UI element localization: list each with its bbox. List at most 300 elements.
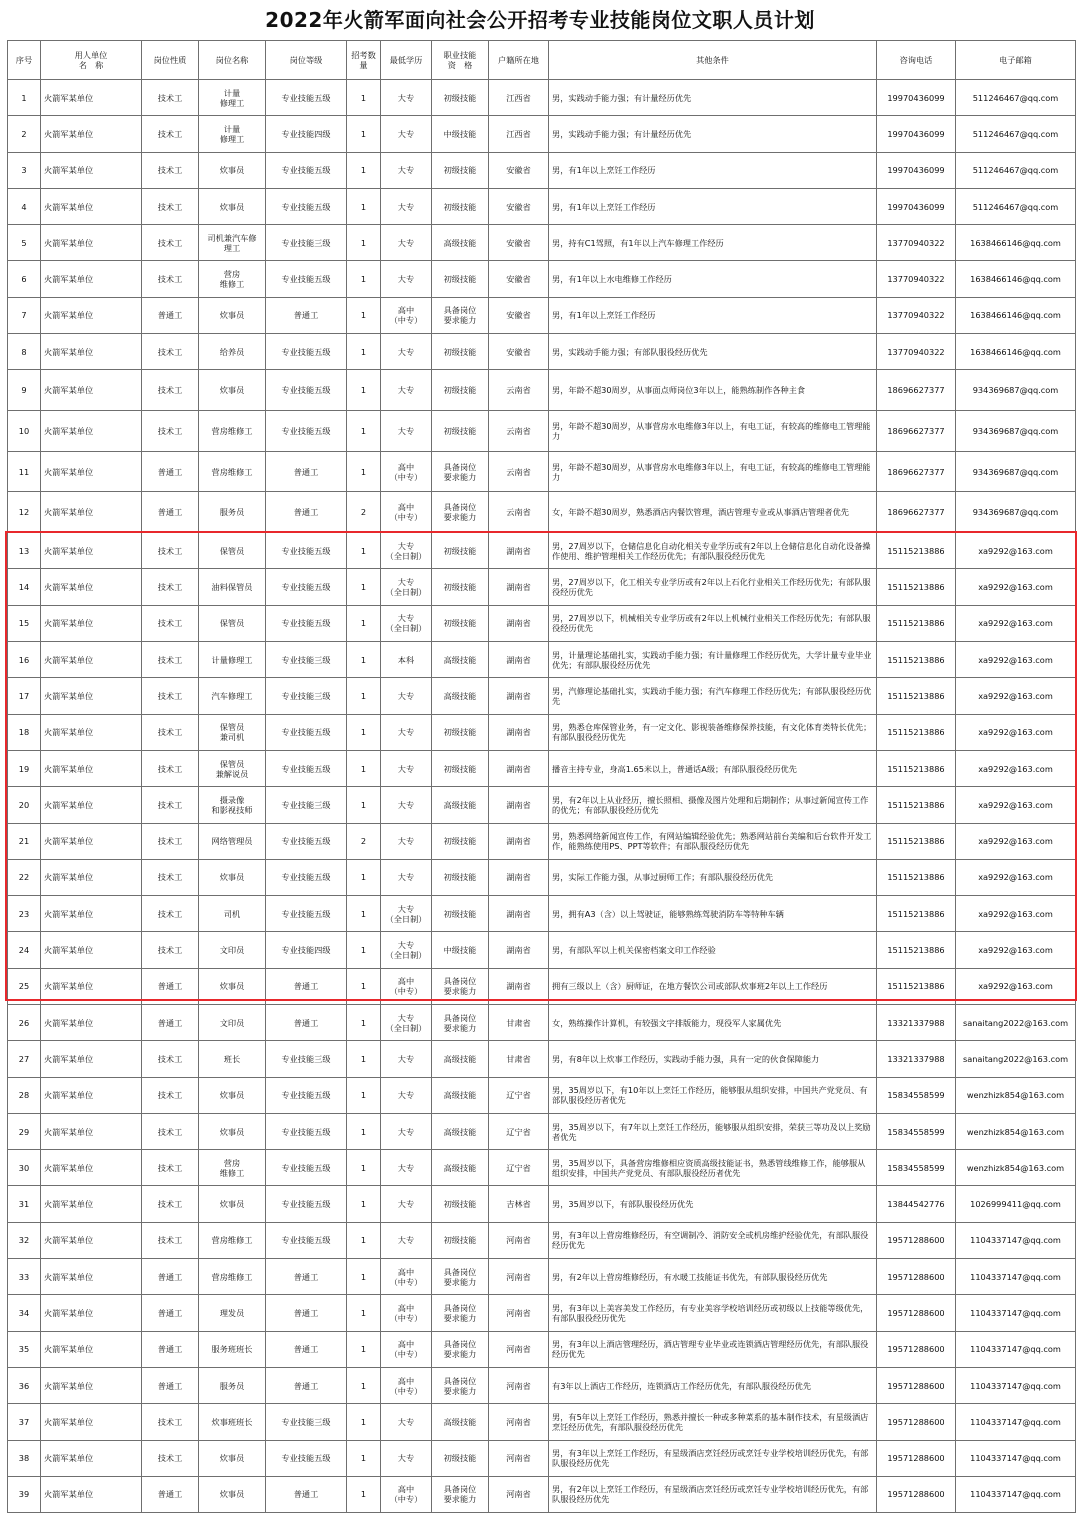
- table-row: [8, 261, 1076, 297]
- cell-phone: 13770940322: [877, 334, 956, 370]
- cell-phone: 15115213886: [877, 678, 956, 714]
- table-row: [8, 1259, 1076, 1295]
- cell-skill-qualification: 高级技能: [432, 1077, 489, 1113]
- cell-education: 大专 （全日制）: [381, 1004, 432, 1040]
- cell-phone: 13770940322: [877, 297, 956, 333]
- cell-position-type: 普通工: [142, 1331, 199, 1367]
- page-title: 2022年火箭军面向社会公开招考专业技能岗位文职人员计划: [265, 8, 815, 32]
- cell-household-registration: 湖南省: [489, 569, 549, 605]
- table-row: [8, 1041, 1076, 1077]
- cell-phone: 15115213886: [877, 569, 956, 605]
- cell-email: xa9292@163.com: [956, 859, 1076, 895]
- cell-employer: 火箭军某单位: [41, 492, 142, 533]
- cell-other-conditions: 男，有5年以上烹饪工作经历，熟悉并擅长一种或多种菜系的基本制作技术，有星级酒店烹饪经历优先，有部队服役经历优先: [549, 1404, 877, 1440]
- cell-skill-qualification: 初级技能: [432, 896, 489, 932]
- table-row: [8, 188, 1076, 224]
- cell-seq: 16: [8, 642, 41, 678]
- cell-education: 高中 （中专）: [381, 1259, 432, 1295]
- cell-seq: 2: [8, 116, 41, 152]
- cell-quota: 1: [347, 1186, 381, 1222]
- cell-seq: 3: [8, 152, 41, 188]
- cell-phone: 13844542776: [877, 1186, 956, 1222]
- cell-phone: 15115213886: [877, 968, 956, 1004]
- cell-employer: 火箭军某单位: [41, 1476, 142, 1512]
- cell-quota: 1: [347, 297, 381, 333]
- cell-email: 1104337147@qq.com: [956, 1476, 1076, 1512]
- table-row: [8, 896, 1076, 932]
- cell-employer: 火箭军某单位: [41, 225, 142, 261]
- cell-position-level: 普通工: [266, 1295, 347, 1331]
- cell-education: 大专: [381, 261, 432, 297]
- cell-phone: 19571288600: [877, 1367, 956, 1403]
- cell-email: 1638466146@qq.com: [956, 334, 1076, 370]
- cell-phone: 18696627377: [877, 411, 956, 452]
- cell-education: 高中 （中专）: [381, 297, 432, 333]
- cell-education: 大专: [381, 188, 432, 224]
- cell-education: 大专: [381, 370, 432, 411]
- cell-quota: 1: [347, 1295, 381, 1331]
- cell-other-conditions: 男，熟悉仓库保管业务，有一定文化、影视装备维修保养技能，有文化体育类特长优先；有部队服役经历优先: [549, 714, 877, 750]
- cell-household-registration: 甘肃省: [489, 1041, 549, 1077]
- cell-position-name: 保管员: [199, 533, 266, 569]
- cell-household-registration: 湖南省: [489, 896, 549, 932]
- cell-quota: 1: [347, 370, 381, 411]
- cell-position-level: 普通工: [266, 492, 347, 533]
- cell-employer: 火箭军某单位: [41, 80, 142, 116]
- cell-education: 大专 （全日制）: [381, 533, 432, 569]
- cell-education: 大专: [381, 823, 432, 859]
- cell-phone: 13770940322: [877, 261, 956, 297]
- cell-email: 1638466146@qq.com: [956, 225, 1076, 261]
- cell-household-registration: 安徽省: [489, 334, 549, 370]
- table-row: [8, 152, 1076, 188]
- cell-other-conditions: 男，有3年以上酒店管理经历，酒店管理专业毕业或连锁酒店管理经历优先，有部队服役经历优先: [549, 1331, 877, 1367]
- cell-phone: 13321337988: [877, 1004, 956, 1040]
- cell-quota: 1: [347, 1476, 381, 1512]
- cell-other-conditions: 男，年龄不超30周岁，从事营房水电维修3年以上，有电工证，有较高的维修电工管理能力: [549, 411, 877, 452]
- cell-skill-qualification: 初级技能: [432, 533, 489, 569]
- cell-seq: 18: [8, 714, 41, 750]
- cell-employer: 火箭军某单位: [41, 1004, 142, 1040]
- cell-quota: 1: [347, 261, 381, 297]
- cell-email: 1104337147@qq.com: [956, 1331, 1076, 1367]
- cell-position-level: 专业技能五级: [266, 1113, 347, 1149]
- cell-employer: 火箭军某单位: [41, 787, 142, 823]
- table-row: [8, 80, 1076, 116]
- cell-seq: 30: [8, 1150, 41, 1186]
- cell-phone: 15115213886: [877, 823, 956, 859]
- cell-position-level: 普通工: [266, 1367, 347, 1403]
- cell-household-registration: 河南省: [489, 1440, 549, 1476]
- table-row: [8, 714, 1076, 750]
- cell-household-registration: 辽宁省: [489, 1150, 549, 1186]
- cell-education: 高中 （中专）: [381, 968, 432, 1004]
- cell-quota: 1: [347, 1004, 381, 1040]
- cell-position-name: 油料保管员: [199, 569, 266, 605]
- table-row: [8, 1004, 1076, 1040]
- cell-household-registration: 安徽省: [489, 188, 549, 224]
- cell-seq: 5: [8, 225, 41, 261]
- cell-employer: 火箭军某单位: [41, 968, 142, 1004]
- cell-skill-qualification: 初级技能: [432, 152, 489, 188]
- cell-email: xa9292@163.com: [956, 714, 1076, 750]
- cell-phone: 15115213886: [877, 787, 956, 823]
- cell-employer: 火箭军某单位: [41, 1150, 142, 1186]
- table-row: [8, 1404, 1076, 1440]
- cell-skill-qualification: 初级技能: [432, 411, 489, 452]
- table-row: [8, 116, 1076, 152]
- table-row: [8, 297, 1076, 333]
- cell-household-registration: 云南省: [489, 451, 549, 492]
- cell-employer: 火箭军某单位: [41, 370, 142, 411]
- cell-position-type: 技术工: [142, 370, 199, 411]
- cell-skill-qualification: 初级技能: [432, 1222, 489, 1258]
- cell-position-type: 普通工: [142, 1295, 199, 1331]
- cell-position-level: 专业技能五级: [266, 411, 347, 452]
- cell-phone: 13770940322: [877, 225, 956, 261]
- cell-phone: 19571288600: [877, 1259, 956, 1295]
- cell-email: 934369687@qq.com: [956, 370, 1076, 411]
- cell-quota: 2: [347, 823, 381, 859]
- cell-quota: 1: [347, 1113, 381, 1149]
- cell-seq: 37: [8, 1404, 41, 1440]
- cell-other-conditions: 男，实践动手能力强；有计量经历优先: [549, 80, 877, 116]
- cell-employer: 火箭军某单位: [41, 334, 142, 370]
- cell-household-registration: 湖南省: [489, 750, 549, 786]
- cell-email: 1638466146@qq.com: [956, 261, 1076, 297]
- cell-other-conditions: 男，年龄不超30周岁，从事面点师岗位3年以上，能熟练制作各种主食: [549, 370, 877, 411]
- cell-position-name: 保管员 兼司机: [199, 714, 266, 750]
- cell-household-registration: 吉林省: [489, 1186, 549, 1222]
- cell-quota: 1: [347, 968, 381, 1004]
- cell-phone: 15115213886: [877, 896, 956, 932]
- cell-employer: 火箭军某单位: [41, 297, 142, 333]
- cell-other-conditions: 男，计量理论基础扎实，实践动手能力强；有计量修理工作经历优先，大学计量专业毕业优先；有部队服役经历优先: [549, 642, 877, 678]
- header-skill-qualification: 职业技能 资 格: [432, 41, 489, 80]
- cell-quota: 1: [347, 642, 381, 678]
- cell-email: 511246467@qq.com: [956, 80, 1076, 116]
- cell-skill-qualification: 初级技能: [432, 80, 489, 116]
- cell-position-level: 普通工: [266, 1331, 347, 1367]
- table-row: [8, 823, 1076, 859]
- header-other-conditions: 其他条件: [549, 41, 877, 80]
- header-phone: 咨询电话: [877, 41, 956, 80]
- cell-phone: 15115213886: [877, 932, 956, 968]
- cell-household-registration: 河南省: [489, 1331, 549, 1367]
- cell-position-name: 营房 维修工: [199, 1150, 266, 1186]
- table-row: [8, 334, 1076, 370]
- cell-education: 高中 （中专）: [381, 451, 432, 492]
- cell-position-level: 专业技能五级: [266, 569, 347, 605]
- cell-position-name: 炊事员: [199, 297, 266, 333]
- cell-seq: 20: [8, 787, 41, 823]
- table-row: [8, 370, 1076, 411]
- table-row: [8, 1367, 1076, 1403]
- cell-education: 本科: [381, 642, 432, 678]
- cell-quota: 1: [347, 80, 381, 116]
- cell-education: 高中 （中专）: [381, 1476, 432, 1512]
- cell-position-level: 普通工: [266, 1004, 347, 1040]
- cell-education: 大专: [381, 1404, 432, 1440]
- cell-seq: 32: [8, 1222, 41, 1258]
- cell-employer: 火箭军某单位: [41, 569, 142, 605]
- cell-household-registration: 河南省: [489, 1295, 549, 1331]
- cell-position-name: 炊事班班长: [199, 1404, 266, 1440]
- cell-education: 大专 （全日制）: [381, 605, 432, 641]
- cell-seq: 19: [8, 750, 41, 786]
- cell-email: 1104337147@qq.com: [956, 1440, 1076, 1476]
- cell-seq: 9: [8, 370, 41, 411]
- cell-other-conditions: 男，持有C1驾照，有1年以上汽车修理工作经历: [549, 225, 877, 261]
- cell-education: 大专 （全日制）: [381, 896, 432, 932]
- table-row: [8, 411, 1076, 452]
- cell-other-conditions: 男，27周岁以下，化工相关专业学历或有2年以上石化行业相关工作经历优先；有部队服役经历优先: [549, 569, 877, 605]
- cell-quota: 1: [347, 334, 381, 370]
- cell-other-conditions: 男，拥有A3（含）以上驾驶证，能够熟练驾驶消防车等特种车辆: [549, 896, 877, 932]
- cell-position-type: 技术工: [142, 80, 199, 116]
- cell-position-level: 专业技能五级: [266, 750, 347, 786]
- cell-other-conditions: 男，有1年以上烹饪工作经历: [549, 297, 877, 333]
- cell-other-conditions: 男，有部队军以上机关保密档案文印工作经验: [549, 932, 877, 968]
- cell-email: 1104337147@qq.com: [956, 1404, 1076, 1440]
- table-body: [8, 80, 1076, 1513]
- cell-seq: 22: [8, 859, 41, 895]
- cell-quota: 1: [347, 932, 381, 968]
- cell-phone: 19571288600: [877, 1404, 956, 1440]
- cell-skill-qualification: 初级技能: [432, 569, 489, 605]
- cell-employer: 火箭军某单位: [41, 678, 142, 714]
- cell-email: 1104337147@qq.com: [956, 1295, 1076, 1331]
- cell-seq: 13: [8, 533, 41, 569]
- cell-phone: 18696627377: [877, 370, 956, 411]
- header-seq: 序号: [8, 41, 41, 80]
- cell-phone: 18696627377: [877, 492, 956, 533]
- cell-position-level: 专业技能三级: [266, 1404, 347, 1440]
- cell-employer: 火箭军某单位: [41, 261, 142, 297]
- cell-employer: 火箭军某单位: [41, 896, 142, 932]
- cell-position-name: 炊事员: [199, 188, 266, 224]
- cell-position-name: 计量 修理工: [199, 116, 266, 152]
- cell-education: 大专: [381, 678, 432, 714]
- cell-skill-qualification: 高级技能: [432, 1041, 489, 1077]
- cell-position-type: 技术工: [142, 678, 199, 714]
- cell-household-registration: 云南省: [489, 492, 549, 533]
- header-education: 最低学历: [381, 41, 432, 80]
- cell-education: 高中 （中专）: [381, 1331, 432, 1367]
- cell-other-conditions: 男，有2年以上营房维修经历，有水暖工技能证书优先，有部队服役经历优先: [549, 1259, 877, 1295]
- cell-position-type: 普通工: [142, 451, 199, 492]
- cell-position-type: 技术工: [142, 533, 199, 569]
- cell-phone: 15115213886: [877, 642, 956, 678]
- cell-seq: 21: [8, 823, 41, 859]
- cell-quota: 1: [347, 1331, 381, 1367]
- cell-seq: 28: [8, 1077, 41, 1113]
- cell-employer: 火箭军某单位: [41, 1041, 142, 1077]
- cell-quota: 1: [347, 1222, 381, 1258]
- cell-position-name: 保管员 兼解说员: [199, 750, 266, 786]
- cell-skill-qualification: 高级技能: [432, 1404, 489, 1440]
- cell-position-level: 专业技能五级: [266, 188, 347, 224]
- cell-household-registration: 河南省: [489, 1476, 549, 1512]
- cell-seq: 6: [8, 261, 41, 297]
- cell-position-type: 技术工: [142, 225, 199, 261]
- cell-phone: 15834558599: [877, 1113, 956, 1149]
- cell-position-type: 普通工: [142, 968, 199, 1004]
- cell-email: wenzhizk854@163.com: [956, 1077, 1076, 1113]
- cell-phone: 15115213886: [877, 714, 956, 750]
- cell-quota: 1: [347, 152, 381, 188]
- cell-household-registration: 湖南省: [489, 787, 549, 823]
- table-header-row: [8, 41, 1076, 80]
- cell-position-level: 专业技能五级: [266, 370, 347, 411]
- cell-seq: 31: [8, 1186, 41, 1222]
- cell-position-name: 炊事员: [199, 1476, 266, 1512]
- cell-other-conditions: 男，有3年以上营房维修经历，有空调制冷、消防安全或机房维护经验优先，有部队服役经历优先: [549, 1222, 877, 1258]
- cell-position-type: 技术工: [142, 896, 199, 932]
- cell-education: 大专: [381, 859, 432, 895]
- cell-skill-qualification: 高级技能: [432, 678, 489, 714]
- cell-position-level: 专业技能三级: [266, 678, 347, 714]
- cell-employer: 火箭军某单位: [41, 1440, 142, 1476]
- cell-phone: 19571288600: [877, 1331, 956, 1367]
- table-row: [8, 1331, 1076, 1367]
- cell-other-conditions: 男，35周岁以下，有10年以上烹饪工作经历，能够服从组织安排，中国共产党党员、有部队服役经历者优先: [549, 1077, 877, 1113]
- cell-quota: 1: [347, 1404, 381, 1440]
- cell-quota: 1: [347, 1041, 381, 1077]
- cell-quota: 1: [347, 116, 381, 152]
- cell-employer: 火箭军某单位: [41, 1077, 142, 1113]
- cell-household-registration: 湖南省: [489, 642, 549, 678]
- cell-employer: 火箭军某单位: [41, 1331, 142, 1367]
- cell-household-registration: 安徽省: [489, 225, 549, 261]
- cell-household-registration: 湖南省: [489, 714, 549, 750]
- cell-household-registration: 辽宁省: [489, 1077, 549, 1113]
- cell-other-conditions: 男，实践动手能力强；有计量经历优先: [549, 116, 877, 152]
- table-row: [8, 1222, 1076, 1258]
- cell-email: sanaitang2022@163.com: [956, 1004, 1076, 1040]
- cell-position-type: 技术工: [142, 859, 199, 895]
- cell-household-registration: 湖南省: [489, 823, 549, 859]
- table-row: [8, 451, 1076, 492]
- cell-household-registration: 安徽省: [489, 152, 549, 188]
- cell-position-type: 技术工: [142, 823, 199, 859]
- cell-skill-qualification: 具备岗位 要求能力: [432, 451, 489, 492]
- cell-quota: 1: [347, 225, 381, 261]
- cell-seq: 27: [8, 1041, 41, 1077]
- cell-position-level: 专业技能五级: [266, 1150, 347, 1186]
- cell-position-name: 网络管理员: [199, 823, 266, 859]
- cell-email: xa9292@163.com: [956, 642, 1076, 678]
- cell-household-registration: 安徽省: [489, 261, 549, 297]
- cell-position-level: 专业技能五级: [266, 605, 347, 641]
- cell-education: 高中 （中专）: [381, 1295, 432, 1331]
- cell-position-name: 服务员: [199, 492, 266, 533]
- cell-household-registration: 河南省: [489, 1222, 549, 1258]
- cell-other-conditions: 男，有8年以上炊事工作经历，实践动手能力强，具有一定的伙食保障能力: [549, 1041, 877, 1077]
- cell-email: xa9292@163.com: [956, 968, 1076, 1004]
- cell-position-name: 服务班班长: [199, 1331, 266, 1367]
- cell-position-type: 技术工: [142, 714, 199, 750]
- cell-position-name: 炊事员: [199, 1113, 266, 1149]
- cell-seq: 23: [8, 896, 41, 932]
- cell-seq: 14: [8, 569, 41, 605]
- cell-position-level: 专业技能五级: [266, 152, 347, 188]
- header-position-name: 岗位名称: [199, 41, 266, 80]
- cell-education: 大专: [381, 1222, 432, 1258]
- cell-education: 大专 （全日制）: [381, 569, 432, 605]
- cell-position-type: 技术工: [142, 1113, 199, 1149]
- cell-position-name: 营房维修工: [199, 1222, 266, 1258]
- table-row: [8, 1113, 1076, 1149]
- cell-seq: 35: [8, 1331, 41, 1367]
- cell-other-conditions: 男，熟悉网络新闻宣传工作，有网站编辑经验优先；熟悉网站前台美编和后台软件开发工作，能熟练使用PS、PPT等软件；有部队服役经历优先: [549, 823, 877, 859]
- cell-other-conditions: 男，有1年以上烹饪工作经历: [549, 152, 877, 188]
- cell-phone: 15115213886: [877, 750, 956, 786]
- cell-skill-qualification: 高级技能: [432, 1113, 489, 1149]
- cell-quota: 1: [347, 188, 381, 224]
- cell-phone: 19571288600: [877, 1222, 956, 1258]
- table-row: [8, 678, 1076, 714]
- cell-education: 大专: [381, 1150, 432, 1186]
- cell-skill-qualification: 高级技能: [432, 642, 489, 678]
- cell-position-name: 文印员: [199, 932, 266, 968]
- cell-position-level: 专业技能三级: [266, 787, 347, 823]
- cell-position-level: 专业技能五级: [266, 80, 347, 116]
- cell-employer: 火箭军某单位: [41, 605, 142, 641]
- cell-skill-qualification: 高级技能: [432, 225, 489, 261]
- cell-other-conditions: 男，汽修理论基础扎实，实践动手能力强；有汽车修理工作经历优先；有部队服役经历优先: [549, 678, 877, 714]
- cell-position-level: 专业技能五级: [266, 859, 347, 895]
- cell-quota: 1: [347, 859, 381, 895]
- cell-education: 大专: [381, 334, 432, 370]
- cell-other-conditions: 男，35周岁以下，有部队服役经历优先: [549, 1186, 877, 1222]
- cell-skill-qualification: 初级技能: [432, 261, 489, 297]
- cell-household-registration: 江西省: [489, 80, 549, 116]
- cell-household-registration: 云南省: [489, 370, 549, 411]
- cell-seq: 15: [8, 605, 41, 641]
- cell-phone: 19970436099: [877, 152, 956, 188]
- cell-employer: 火箭军某单位: [41, 932, 142, 968]
- cell-employer: 火箭军某单位: [41, 411, 142, 452]
- cell-household-registration: 辽宁省: [489, 1113, 549, 1149]
- cell-employer: 火箭军某单位: [41, 188, 142, 224]
- cell-education: 高中 （中专）: [381, 1367, 432, 1403]
- cell-position-level: 专业技能四级: [266, 932, 347, 968]
- cell-education: 大专: [381, 116, 432, 152]
- cell-seq: 12: [8, 492, 41, 533]
- cell-position-type: 普通工: [142, 492, 199, 533]
- cell-position-name: 炊事员: [199, 1077, 266, 1113]
- cell-position-name: 计量 修理工: [199, 80, 266, 116]
- cell-email: 1026999411@qq.com: [956, 1186, 1076, 1222]
- cell-household-registration: 甘肃省: [489, 1004, 549, 1040]
- header-position-type: 岗位性质: [142, 41, 199, 80]
- cell-employer: 火箭军某单位: [41, 1295, 142, 1331]
- cell-education: 大专: [381, 750, 432, 786]
- cell-position-level: 专业技能三级: [266, 1041, 347, 1077]
- cell-seq: 8: [8, 334, 41, 370]
- cell-email: xa9292@163.com: [956, 932, 1076, 968]
- cell-skill-qualification: 初级技能: [432, 750, 489, 786]
- cell-seq: 36: [8, 1367, 41, 1403]
- cell-position-level: 专业技能五级: [266, 334, 347, 370]
- cell-employer: 火箭军某单位: [41, 750, 142, 786]
- cell-quota: 1: [347, 750, 381, 786]
- cell-seq: 17: [8, 678, 41, 714]
- cell-position-type: 技术工: [142, 750, 199, 786]
- cell-other-conditions: 拥有三级以上（含）厨师证，在地方餐饮公司或部队炊事班2年以上工作经历: [549, 968, 877, 1004]
- cell-phone: 19970436099: [877, 80, 956, 116]
